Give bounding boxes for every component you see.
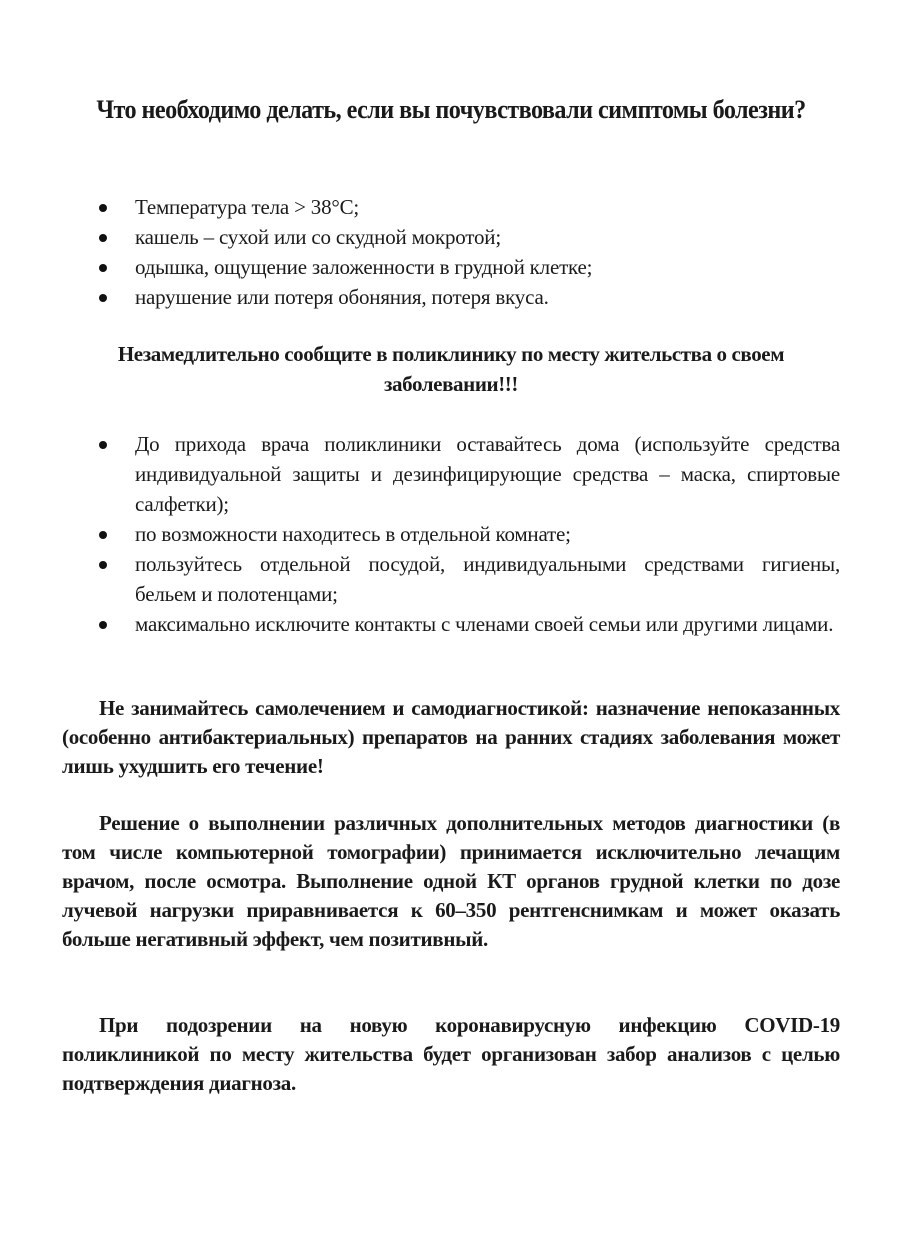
bullet-icon [99, 204, 107, 212]
symptom-text: нарушение или потеря обоняния, потеря вкуса. [135, 285, 549, 309]
bullet-icon [99, 264, 107, 272]
list-item [62, 222, 840, 252]
list-item [62, 429, 840, 519]
action-text: максимально исключите контакты с членами своей семьи или другими лицами. [135, 612, 834, 636]
list-item [62, 549, 840, 609]
list-item [62, 282, 840, 312]
bullet-icon [99, 531, 107, 539]
symptom-text: Температура тела > 38°С; [135, 195, 360, 219]
list-item [62, 609, 840, 639]
bullet-icon [99, 561, 107, 569]
bullet-icon [99, 294, 107, 302]
self-treatment-warning: Не занимайтесь самолечением и самодиагностикой: назначение непоказанных (особенно антибактериальных) препаратов на ранних стадиях заболевания может лишь ухудшить его течение! [62, 696, 840, 778]
covid-testing-paragraph: При подозрении на новую коронавирусную инфекцию COVID-19 поликлиникой по месту жительства будет организован забор анализов с целью подтверждения диагноза. [62, 1013, 840, 1095]
symptom-text: кашель – сухой или со скудной мокротой; [135, 225, 501, 249]
diagnostics-paragraph: Решение о выполнении различных дополнительных методов диагностики (в том числе компьютерной томографии) принимается исключительно лечащим врачом, после осмотра. Выполнение одной КТ органов грудной клетки по дозе лучевой нагрузки приравнивается к 60–350 рентгенснимкам и может оказать больше негативный эффект, чем позитивный. [62, 811, 840, 951]
actions-list [62, 429, 840, 639]
notify-heading: Незамедлительно сообщите в поликлинику по месту жительства о своем заболевании!!! [117, 342, 785, 396]
list-item [62, 519, 840, 549]
bullet-icon [99, 441, 107, 449]
symptoms-list [62, 192, 840, 312]
list-item [62, 192, 840, 222]
page-title: Что необходимо делать, если вы почувствовали симптомы болезни? [96, 95, 806, 124]
bullet-icon [99, 621, 107, 629]
symptom-text: одышка, ощущение заложенности в грудной клетке; [135, 255, 593, 279]
action-text: До прихода врача поликлиники оставайтесь дома (используйте средства индивидуальной защиты и дезинфицирующие средства – маска, спиртовые салфетки); [135, 432, 840, 516]
action-text: пользуйтесь отдельной посудой, индивидуальными средствами гигиены, бельем и полотенцами; [135, 552, 840, 606]
bullet-icon [99, 234, 107, 242]
list-item [62, 252, 840, 282]
action-text: по возможности находитесь в отдельной комнате; [135, 522, 571, 546]
